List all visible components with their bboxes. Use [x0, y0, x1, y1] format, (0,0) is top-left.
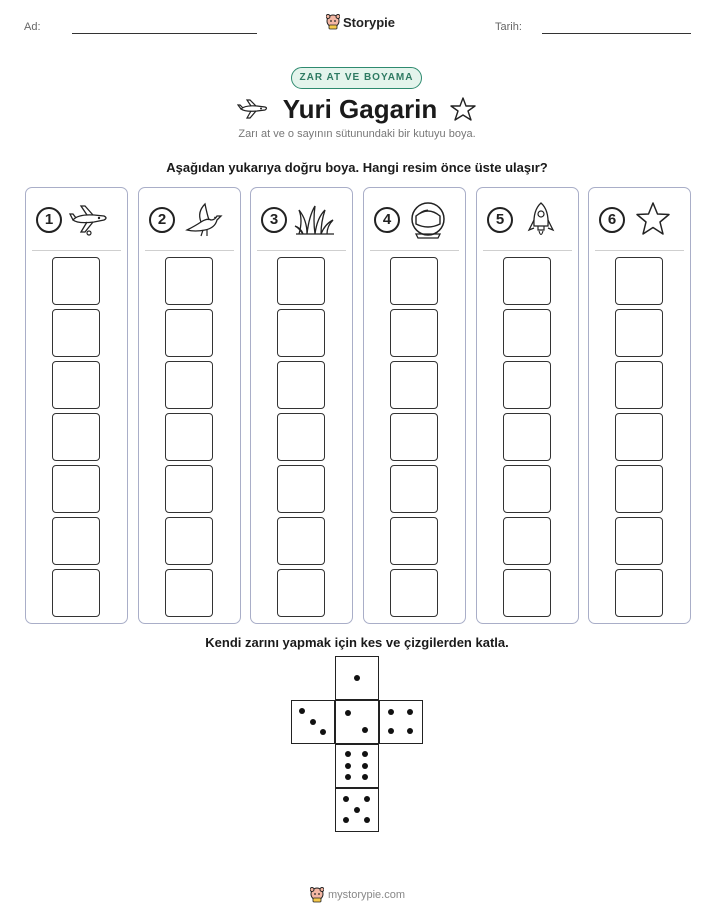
storypie-mascot-icon [310, 887, 324, 903]
coloring-box[interactable] [165, 465, 213, 513]
die-face-4 [379, 700, 423, 744]
die-pip [362, 763, 368, 769]
die-pip [345, 751, 351, 757]
column-header [261, 200, 344, 240]
airplane-icon [68, 200, 112, 240]
column-number: 5 [487, 207, 513, 233]
coloring-box[interactable] [390, 361, 438, 409]
coloring-box[interactable] [503, 465, 551, 513]
column-5 [476, 187, 579, 624]
die-pip [310, 719, 316, 725]
coloring-box[interactable] [615, 465, 663, 513]
column-divider [370, 250, 459, 251]
coloring-box[interactable] [615, 413, 663, 461]
column-header [36, 200, 119, 240]
die-face-2 [335, 700, 379, 744]
coloring-box[interactable] [503, 517, 551, 565]
coloring-box[interactable] [165, 309, 213, 357]
brand-logo [326, 14, 395, 30]
column-header [149, 200, 232, 240]
column-1 [25, 187, 128, 624]
column-divider [145, 250, 234, 251]
coloring-box[interactable] [52, 361, 100, 409]
coloring-box[interactable] [52, 257, 100, 305]
column-header [599, 200, 682, 240]
grass-icon [293, 200, 337, 240]
coloring-box[interactable] [52, 309, 100, 357]
dice-instruction: Kendi zarını yapmak için kes ve çizgilerden katla. [205, 635, 509, 650]
coloring-box[interactable] [277, 465, 325, 513]
coloring-box[interactable] [615, 257, 663, 305]
column-divider [595, 250, 684, 251]
coloring-box[interactable] [277, 361, 325, 409]
column-number: 3 [261, 207, 287, 233]
coloring-box[interactable] [52, 465, 100, 513]
die-face-5 [335, 788, 379, 832]
page-title: Yuri Gagarin [282, 93, 438, 124]
coloring-box[interactable] [503, 569, 551, 617]
coloring-box[interactable] [503, 309, 551, 357]
column-divider [257, 250, 346, 251]
column-number: 4 [374, 207, 400, 233]
title-row [0, 92, 714, 126]
instruction: Aşağıdan yukarıya doğru boya. Hangi resim önce üste ulaşır? [166, 160, 548, 175]
column-3 [250, 187, 353, 624]
bird-icon [181, 200, 225, 240]
coloring-box[interactable] [52, 517, 100, 565]
coloring-box[interactable] [277, 569, 325, 617]
footer-url: mystorypie.com [328, 889, 406, 901]
die-pip [388, 728, 394, 734]
die-pip [362, 774, 368, 780]
coloring-box[interactable] [615, 517, 663, 565]
column-4 [363, 187, 466, 624]
column-divider [483, 250, 572, 251]
column-number: 2 [149, 207, 175, 233]
coloring-box[interactable] [277, 309, 325, 357]
date-line[interactable] [542, 33, 691, 34]
coloring-box[interactable] [503, 361, 551, 409]
star-icon [631, 200, 675, 240]
die-face-3 [291, 700, 335, 744]
die-pip [345, 763, 351, 769]
coloring-box[interactable] [615, 309, 663, 357]
coloring-box[interactable] [52, 569, 100, 617]
coloring-box[interactable] [277, 413, 325, 461]
die-pip [407, 709, 413, 715]
rocket-icon [519, 200, 563, 240]
die-pip [407, 728, 413, 734]
coloring-box[interactable] [615, 361, 663, 409]
die-pip [343, 817, 349, 823]
storypie-mascot-icon [326, 14, 340, 30]
die-face-1 [335, 656, 379, 700]
star-icon [449, 96, 477, 122]
die-pip [345, 710, 351, 716]
column-divider [32, 250, 121, 251]
name-label: Ad: [24, 21, 41, 33]
die-pip [362, 727, 368, 733]
coloring-box[interactable] [390, 413, 438, 461]
die-pip [320, 729, 326, 735]
die-pip [364, 817, 370, 823]
coloring-box[interactable] [277, 257, 325, 305]
die-pip [299, 708, 305, 714]
die-pip [364, 796, 370, 802]
die-pip [354, 675, 360, 681]
column-6 [588, 187, 691, 624]
die-pip [362, 751, 368, 757]
airplane-icon [237, 97, 271, 121]
die-pip [388, 709, 394, 715]
coloring-box[interactable] [165, 413, 213, 461]
coloring-box[interactable] [165, 517, 213, 565]
date-label: Tarih: [495, 21, 522, 33]
coloring-box[interactable] [390, 257, 438, 305]
name-line[interactable] [72, 33, 257, 34]
coloring-box[interactable] [390, 517, 438, 565]
coloring-box[interactable] [165, 361, 213, 409]
coloring-box[interactable] [390, 465, 438, 513]
coloring-box[interactable] [390, 569, 438, 617]
die-pip [343, 796, 349, 802]
brand-name: Storypie [343, 14, 396, 30]
coloring-box[interactable] [165, 257, 213, 305]
coloring-box[interactable] [52, 413, 100, 461]
coloring-box[interactable] [503, 257, 551, 305]
coloring-box[interactable] [277, 517, 325, 565]
die-face-6 [335, 744, 379, 788]
die-pip [354, 807, 360, 813]
coloring-box[interactable] [615, 569, 663, 617]
activity-badge: ZAR AT VE BOYAMA [291, 67, 422, 89]
column-header [487, 200, 570, 240]
coloring-box[interactable] [165, 569, 213, 617]
die-pip [345, 774, 351, 780]
coloring-box[interactable] [390, 309, 438, 357]
column-number: 6 [599, 207, 625, 233]
footer [310, 887, 405, 903]
subtitle: Zarı at ve o sayının sütunundaki bir kutuyu boya. [238, 128, 476, 140]
astronaut-helmet-icon [406, 200, 450, 240]
column-header [374, 200, 457, 240]
column-number: 1 [36, 207, 62, 233]
column-2 [138, 187, 241, 624]
coloring-box[interactable] [503, 413, 551, 461]
